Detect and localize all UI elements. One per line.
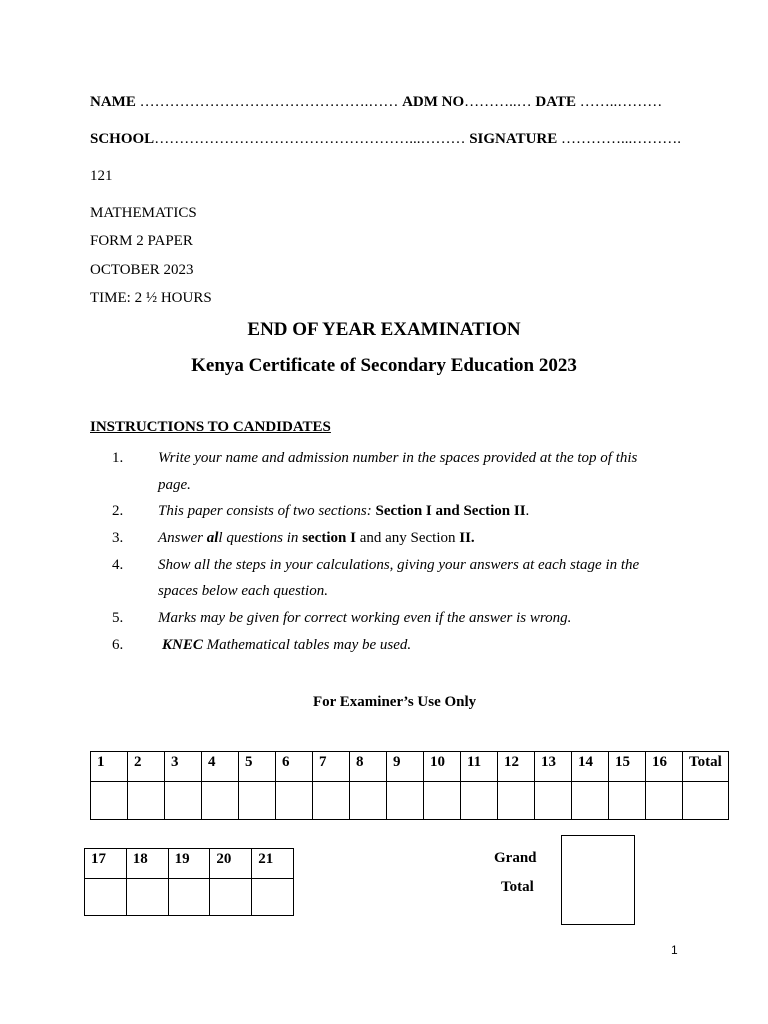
instruction-text-part: and any Section — [355, 530, 460, 546]
question-number-cell: 2 — [128, 752, 165, 782]
score-cell[interactable] — [128, 782, 165, 820]
score-cell[interactable] — [202, 782, 239, 820]
question-number-cell: 20 — [210, 849, 252, 879]
score-cell[interactable] — [461, 782, 498, 820]
form-paper: FORM 2 PAPER — [90, 233, 193, 249]
question-number-cell: 18 — [126, 849, 168, 879]
instruction-text-cont: page. — [158, 477, 191, 493]
instruction-text-part: Answer — [158, 530, 207, 546]
instruction-text — [158, 530, 475, 547]
score-cell[interactable] — [424, 782, 461, 820]
score-row — [91, 782, 729, 820]
marks-table-section-2 — [84, 848, 294, 916]
date-label: DATE — [535, 94, 576, 110]
question-number-cell: 15 — [609, 752, 646, 782]
score-cell[interactable] — [535, 782, 572, 820]
question-number-cell: 11 — [461, 752, 498, 782]
marks-table-section-1 — [90, 751, 729, 820]
exam-time: TIME: 2 ½ HOURS — [90, 290, 212, 306]
score-cell[interactable] — [126, 879, 168, 916]
score-row — [85, 879, 294, 916]
school-label: SCHOOL — [90, 131, 155, 147]
score-cell[interactable] — [252, 879, 294, 916]
question-number-cell: 6 — [276, 752, 313, 782]
grand-total-box[interactable] — [561, 835, 635, 925]
score-cell[interactable] — [165, 782, 202, 820]
school-field: ……………………………………………...……… — [154, 131, 470, 147]
instruction-text: Write your name and admission number in the spaces provided at the top of this — [158, 450, 638, 466]
subject: MATHEMATICS — [90, 205, 197, 221]
score-cell[interactable] — [498, 782, 535, 820]
examiner-title: For Examiner’s Use Only — [313, 694, 477, 710]
question-number-cell: 12 — [498, 752, 535, 782]
table-header-row — [85, 849, 294, 879]
total-score-cell[interactable] — [683, 782, 729, 820]
score-cell[interactable] — [609, 782, 646, 820]
instructions-title: INSTRUCTIONS TO CANDIDATES — [90, 419, 331, 435]
instruction-text-part: l questions in — [218, 530, 303, 546]
instruction-emphasis: KNEC — [162, 637, 203, 653]
question-number-cell: 14 — [572, 752, 609, 782]
instruction-text-part: This paper consists of two sections: — [158, 503, 376, 519]
score-cell[interactable] — [387, 782, 424, 820]
score-cell[interactable] — [239, 782, 276, 820]
exam-title: END OF YEAR EXAMINATION — [247, 319, 521, 340]
score-cell[interactable] — [572, 782, 609, 820]
total-header-cell: Total — [683, 752, 729, 782]
score-cell[interactable] — [646, 782, 683, 820]
question-number-cell: 3 — [165, 752, 202, 782]
instruction-number: 5. — [112, 610, 124, 626]
adm-no-label: ADM NO — [402, 94, 465, 110]
certificate-title: Kenya Certificate of Secondary Education 2023 — [191, 355, 577, 376]
instruction-number: 1. — [112, 450, 124, 466]
table-header-row — [91, 752, 729, 782]
signature-field: …………...………. — [557, 131, 682, 147]
instruction-number: 2. — [112, 503, 124, 519]
instruction-text-cont: spaces below each question. — [158, 583, 328, 599]
question-number-cell: 4 — [202, 752, 239, 782]
instruction-text — [162, 637, 411, 654]
instruction-emphasis: section I — [302, 530, 356, 546]
school-line — [90, 131, 681, 148]
paper-code: 121 — [90, 168, 113, 184]
score-cell[interactable] — [85, 879, 127, 916]
score-cell[interactable] — [210, 879, 252, 916]
page-number: 1 — [671, 943, 678, 957]
question-number-cell: 16 — [646, 752, 683, 782]
signature-label: SIGNATURE — [469, 131, 558, 147]
instruction-emphasis: II. — [459, 530, 475, 546]
grand-label: Grand — [494, 850, 537, 866]
question-number-cell: 1 — [91, 752, 128, 782]
instruction-number: 3. — [112, 530, 124, 546]
name-line — [90, 94, 662, 111]
question-number-cell: 9 — [387, 752, 424, 782]
instruction-text-part: . — [525, 503, 530, 519]
score-cell[interactable] — [276, 782, 313, 820]
total-label: Total — [501, 879, 534, 895]
score-cell[interactable] — [168, 879, 210, 916]
name-field: ……………………………………….…… — [135, 94, 403, 110]
score-cell[interactable] — [91, 782, 128, 820]
instruction-emphasis: Section I and Section II — [375, 503, 526, 519]
instruction-text — [158, 503, 529, 520]
score-cell[interactable] — [313, 782, 350, 820]
question-number-cell: 10 — [424, 752, 461, 782]
instruction-text: Show all the steps in your calculations, giving your answers at each stage in the — [158, 557, 640, 573]
score-cell[interactable] — [350, 782, 387, 820]
question-number-cell: 5 — [239, 752, 276, 782]
instruction-text-part: Mathematical tables may be used. — [202, 637, 412, 653]
question-number-cell: 21 — [252, 849, 294, 879]
question-number-cell: 17 — [85, 849, 127, 879]
name-label: NAME — [90, 94, 136, 110]
instruction-number: 4. — [112, 557, 124, 573]
question-number-cell: 7 — [313, 752, 350, 782]
question-number-cell: 13 — [535, 752, 572, 782]
instruction-number: 6. — [112, 637, 124, 653]
instruction-emphasis: al — [206, 530, 219, 546]
question-number-cell: 8 — [350, 752, 387, 782]
instruction-text: Marks may be given for correct working even if the answer is wrong. — [158, 610, 572, 626]
adm-no-field: ………..… — [464, 94, 536, 110]
question-number-cell: 19 — [168, 849, 210, 879]
date-field: ……..……… — [575, 94, 663, 110]
exam-date: OCTOBER 2023 — [90, 262, 194, 278]
